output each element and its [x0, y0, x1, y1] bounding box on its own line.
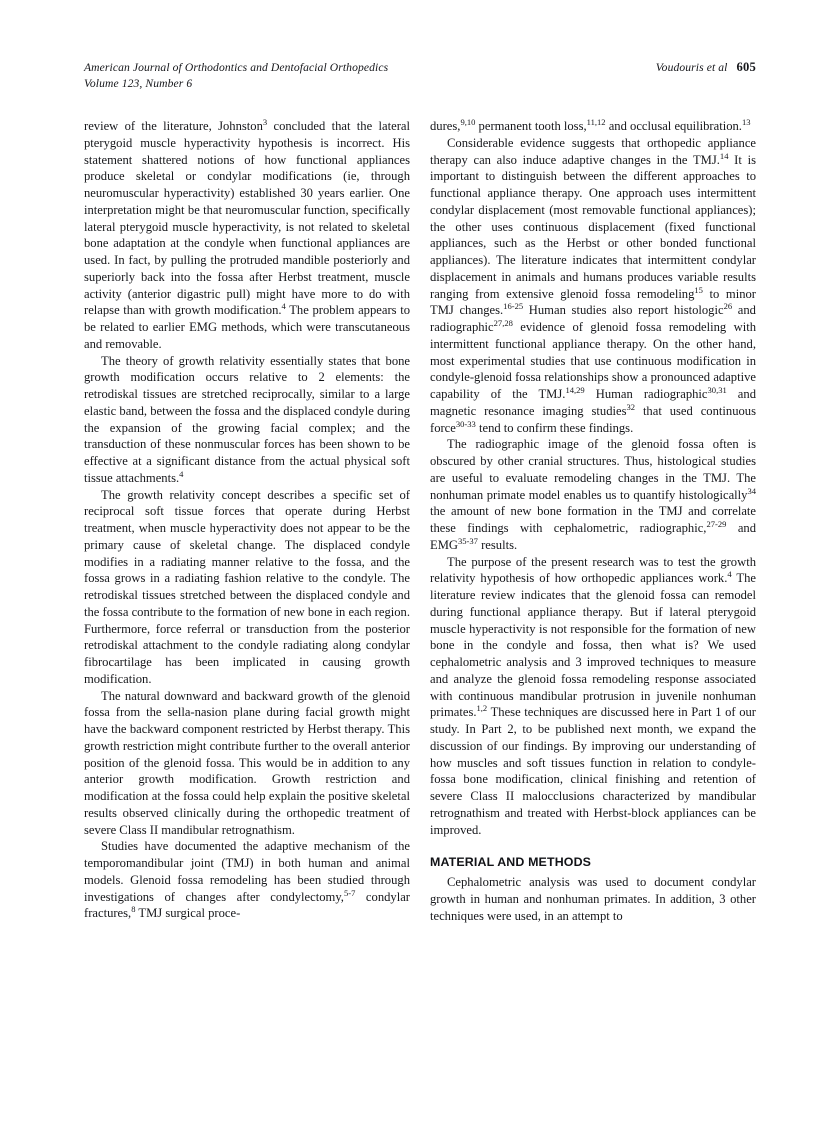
reference-superscript: 13 — [741, 116, 751, 127]
reference-superscript: 4 — [727, 569, 732, 580]
reference-superscript: 26 — [723, 301, 733, 312]
reference-superscript: 30-33 — [455, 418, 476, 429]
body-columns — [84, 118, 756, 1068]
paragraph-p1: review of the literature, Johnston$^3$ concluded that the lateral pterygoid muscle hyperactivity hypothesis is incorrect. His statement shattered notions of how functional appliances produce skeletal or condylar modifications (ie, through neuromuscular hyperactivity) established 30 years earlier. One interpretation might be that neuromuscular function, specifically lateral pterygoid muscle hyperactivity, is not related to skeletal bone adaptation at the condyle when functional appliances are used. In fact, by pulling the protruded mandible posteriorly and superiorly back into the fossa after Herbst treatment, muscle activity (anterior digastric pull) might have more to do with relapse than with growth modification.$^4$ The problem appears to be related to earlier EMG methods, which were transcutaneous and removable. — [84, 116, 410, 351]
running-head — [84, 60, 756, 91]
reference-superscript: 16-25 — [503, 301, 524, 312]
paragraph-rp1: dures,$^{9,10}$ permanent tooth loss,$^{11,12}$ and occlusal equilibration.$^{13}$ — [430, 116, 751, 133]
journal-volume-issue: Volume 123, Number 6 — [84, 76, 193, 90]
reference-superscript: 30,31 — [707, 384, 727, 395]
right-column — [430, 118, 756, 1068]
paragraph-p3: The growth relativity concept describes a specific set of reciprocal soft tissue forces that operate during Herbst treatment, when muscle hyperactivity does not appear to be the primary cause of skeletal change. The displaced condyle modifies in a radiating manner relative to the fossa, and the fossa grows in a radiating fashion relative to the condyle. The retrodiskal tissues stretched between the displaced condyle and the fossa contribute to the formation of new bone in each region. Furthermore, force referral or transduction from the posterior retrodiskal attachment to the condyle radiating along condylar fibrocartilage has been implicated in causing growth modification. — [84, 487, 410, 686]
reference-superscript: 14,29 — [565, 384, 585, 395]
journal-title: American Journal of Orthodontics and Dentofacial Orthopedics — [84, 61, 389, 74]
paragraph-p5: Studies have documented the adaptive mechanism of the temporomandibular joint (TMJ) in both human and animal models. Glenoid fossa remodeling has been studied through investigations of changes after condylectomy,$^{5-7}$ condylar fractures,$^8$ TMJ surgical proce- — [84, 839, 410, 921]
paragraph-rp5: Cephalometric analysis was used to document condylar growth in human and nonhuman primates. In addition, 3 other techniques were used, in an attempt to — [430, 875, 756, 923]
paragraph-rp4: The purpose of the present research was to test the growth relativity hypothesis of how orthopedic appliances work.$^4$ The literature review indicates that the glenoid fossa can remodel during functional appliance therapy. But if lateral pterygoid muscle hyperactivity is not responsible for the formation of new bone in the condyle and fossa, then what is? We used cephalometric analysis and 3 improved techniques to measure and analyze the glenoid fossa remodeling response associated with continuous mandibular protrusion in juvenile nonhuman primates.$^{1,2}$ These techniques are discussed here in Part 1 of our study. In Part 2, to be published next month, we expand the discussion of our findings. By improving our understanding of how muscles and soft tissues function in relation to condyle-fossa bone modification, clinical finishing and retention of severe Class II malocclusions characterized by mandibular retrognathism and treated with Herbst-block appliances can be improved. — [430, 554, 756, 837]
reference-superscript: 11,12 — [586, 116, 606, 127]
author-citation: Voudouris et al — [655, 61, 728, 74]
reference-superscript: 35-37 — [458, 535, 478, 546]
reference-superscript: 4 — [179, 468, 184, 479]
reference-superscript: 27-29 — [706, 518, 727, 529]
reference-superscript: 15 — [694, 284, 703, 295]
left-column — [84, 118, 410, 1068]
reference-superscript: 9,10 — [460, 116, 476, 127]
reference-superscript: 8 — [131, 904, 136, 915]
reference-superscript: 27,28 — [493, 317, 513, 328]
reference-superscript: 34 — [747, 485, 756, 496]
paragraph-p4: The natural downward and backward growth of the glenoid fossa from the sella-nasion plane during facial growth might have the backward component restricted by Herbst therapy. This growth restriction might contribute further to the overall anterior position of the glenoid fossa. This would be in addition to any anterior growth modification. Growth restriction and modification at the fossa could help explain the positive skeletal results observed clinically during the orthopedic treatment of severe Class II mandibular retrognathism. — [84, 688, 410, 837]
reference-superscript: 14 — [719, 150, 729, 161]
running-head-right — [656, 60, 756, 76]
paragraph-rp3: The radiographic image of the glenoid fossa often is obscured by other cranial structures. Thus, histological studies are useful to evaluate remodeling changes in the TMJ. The nonhuman primate model enables us to quantify histologically$^{34}$ the amount of new bone formation in the TMJ and correlate these findings with cephalometric, radiographic,$^{27-29}$ and EMG$^{35-37}$ results. — [430, 437, 756, 552]
reference-superscript: 32 — [626, 401, 636, 412]
reference-superscript: 4 — [281, 301, 286, 312]
reference-superscript: 5-7 — [343, 887, 356, 898]
page-number: 605 — [736, 60, 756, 74]
paragraph-rp2: Considerable evidence suggests that orthopedic appliance therapy can also induce adaptive changes in the TMJ.$^{14}$ It is important to distinguish between the different approaches to functional appliance therapy. One approach uses intermittent condylar displacement (most removable functional appliances); the other uses continuous displacement (fixed functional appliances, such as the Herbst or other bonded functional appliances). The literature indicates that intermittent condylar displacement in animals and humans produces variable results ranging from extensive glenoid fossa remodeling$^{15}$ to minor TMJ changes.$^{16-25}$ Human studies also report histologic$^{26}$ and radiographic$^{27,28}$ evidence of glenoid fossa remodeling with intermittent functional appliance therapy. On the other hand, most experimental studies that use continuous modification in condyle-glenoid fossa relationships show a pronounced adaptive capability of the TMJ.$^{14,29}$ Human radiographic$^{30,31}$ and magnetic resonance imaging studies$^{32}$ that used continuous force$^{30-33}$ tend to confirm these findings. — [430, 135, 756, 435]
reference-superscript: 3 — [262, 116, 268, 127]
section-heading-material-and-methods: MATERIAL AND METHODS — [430, 855, 592, 870]
paragraph-p2: The theory of growth relativity essentially states that bone growth modification occurs relative to 2 elements: the retrodiskal tissues are stretched reciprocally, similar to a large elastic band, between the fossa and the displaced condyle during the expansion of the growing facial complex; and the transduction of these nonmuscular forces has been shown to be effective at a significant distance from the actual physical soft tissue attachments.$^4$ — [84, 353, 410, 485]
journal-title-block — [84, 60, 388, 91]
reference-superscript: 1,2 — [476, 703, 488, 714]
